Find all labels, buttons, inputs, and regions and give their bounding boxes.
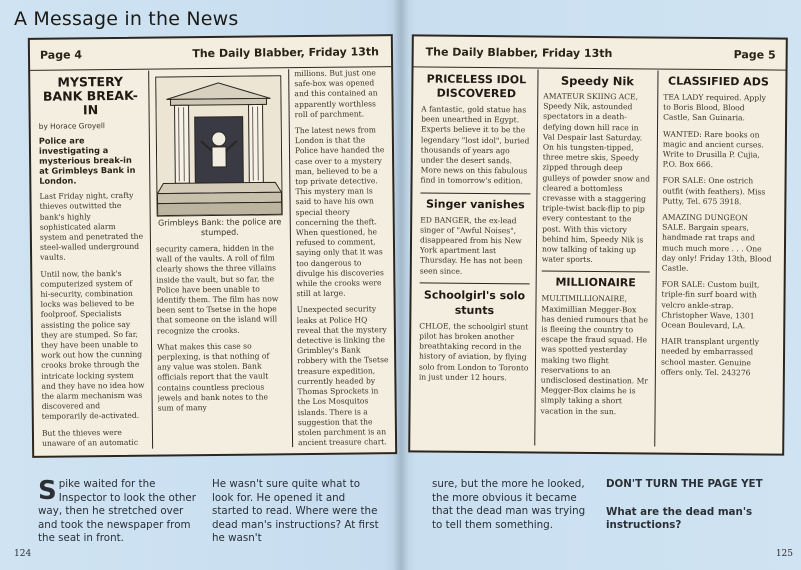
divider xyxy=(418,192,531,194)
page-number-right: 125 xyxy=(775,549,793,559)
masthead-left xyxy=(30,36,391,71)
paragraph: security camera, hidden in the wall of the vaults. A roll of film clearly shows the three villains inside the vault, but so far, the Police have been unable to identify them. The film has now been sent to Tsetse in the hope that someone on the island will recognize the crooks. xyxy=(155,243,279,336)
page-number-left: 124 xyxy=(14,549,32,559)
narrative-column-3 xyxy=(432,478,592,532)
article-column-1 xyxy=(38,71,146,452)
classified-ad: FOR SALE: Custom built, triple-fin surf board with velcro ankle-strap. Christopher Wave, 1301 Ocean Boulevard, LA. xyxy=(661,279,760,331)
page-label: Page 4 xyxy=(39,48,83,62)
millionaire-headline: MILLIONAIRE xyxy=(555,276,636,290)
speedy-text: AMATEUR SKIING ACE, Speedy Nik, astounded spectators in a death-defying down hill race in Val Despair last Saturday. On his tungsten-tipped, three metre skis, Speedy zipped through deep gulleys of powder snow and cleared a bottomless crevasse with a staggering triple-twist back-flip to pip every contestant to the post. With this victory behind him, Speedy Nik is now talking of taking up water sports. xyxy=(541,91,651,265)
article-column-3 xyxy=(294,68,392,449)
article-column-2 xyxy=(154,69,286,450)
page-label: Page 5 xyxy=(733,48,776,62)
narrative-text: pike waited for the Inspector to look the other way, then he stretched over and took the newspaper from the seat in front. xyxy=(38,478,196,545)
classified-ad: WANTED: Rare books on magic and ancient curses. Write to Drusilla P. Cujia, P.O. Box 666. xyxy=(662,129,764,170)
singer-text: ED BANGER, the ex-lead singer of "Awful Noises", disappeared from his New York apartment last Thursday. He has not been seen since. xyxy=(419,215,523,276)
drop-cap: S xyxy=(38,476,57,506)
news-column-2 xyxy=(540,70,651,449)
article-headline: MYSTERY BANK BREAK-IN xyxy=(42,73,138,118)
newspaper-page-5 xyxy=(408,34,788,455)
divider xyxy=(418,282,531,284)
masthead-title: The Daily Blabber, Friday 13th xyxy=(425,45,613,61)
classified-column xyxy=(660,71,773,450)
column-rule xyxy=(534,69,538,445)
newspaper-page-4 xyxy=(28,34,397,458)
byline: by Horace Groyell xyxy=(38,121,105,131)
classified-ad: HAIR transplant urgently needed by embarrassed school master. Genuine offers only. Tel. 243276 xyxy=(660,336,760,378)
narrative-column-1 xyxy=(38,478,198,546)
column-rule xyxy=(148,71,153,449)
bank-illustration xyxy=(155,75,282,216)
idol-text: A fantastic, gold statue has been unearthed in Egypt. Experts believe it to be the legendary "lost idol", buried thousands of years ago under the desert sands. More news on this fabulous find in tomorrow's edition. xyxy=(420,104,530,186)
paragraph: Until now, the bank's computerized system of hi-security, combination locks was believed to be foolproof. Specialists assisting the police say they are stumped. So far, they have been unable to work out how the cunning crooks broke through the intricate locking system and they have no idea how the alarm mechanism was discovered and temporarily de-activated. xyxy=(40,268,145,422)
dont-turn-notice: DON'T TURN THE PAGE YET xyxy=(606,478,763,490)
classified-ad: TEA LADY required. Apply to Boris Blood, Blood Castle, San Guinaria. xyxy=(663,92,766,123)
paragraph: The latest news from London is that the Police have handed the case over to a mystery man, believed to be a top private detective. This mystery man is said to have his own special theory concerning the theft. When questioned, he refused to comment, saying only that it was too dangerous to divulge his discoveries while the crooks were still at large. xyxy=(294,125,385,299)
column-rule xyxy=(654,71,658,447)
divider xyxy=(540,271,651,273)
narrative-column-4 xyxy=(606,478,776,533)
speedy-headline: Speedy Nik xyxy=(560,73,635,89)
paragraph: millions. But just one safe-box was opened and this contained an apparently worthless roll of parchment. xyxy=(294,68,378,119)
paragraph: What makes this case so perplexing, is that nothing of any value was stolen. Bank officials report that the vault contains countless precious jewels and bank notes to the sum of many xyxy=(157,341,270,413)
article-lead: Police are investigating a mysterious break-in at Grimbleys Bank in London. xyxy=(38,135,136,187)
classified-headline: CLASSIFIED ADS xyxy=(668,74,769,89)
paragraph: Unexpected security leaks at Police HQ reveal that the mystery detective is linking the Grimbley's Bank robbery with the Tsetse treasure expedition, currently headed by Thomas Sprockets in the Los Mosquitos islands. There is a suggestion that the stolen parchment is an ancient treasure chart. xyxy=(296,304,389,448)
puzzle-question: What are the dead man's instructions? xyxy=(606,505,753,532)
singer-headline: Singer vanishes xyxy=(425,197,525,211)
schoolgirl-text: CHLOE, the schoolgirl stunt pilot has broken another breathtaking record in the history of aviation, by flying solo from London to Toronto in just under 12 hours. xyxy=(418,321,529,383)
masthead-right xyxy=(414,36,786,70)
news-column-1 xyxy=(418,68,531,447)
paragraph: Last Friday night, crafty thieves outwitted the bank's highly sophisticated alarm system and penetrated the steel-walled underground vaults. xyxy=(39,191,144,263)
column-rule xyxy=(288,69,293,447)
paragraph: But the thieves were unaware of an automatic xyxy=(41,427,139,448)
narrative-text: He wasn't sure quite what to look for. He opened it and started to read. Where were the dead man's instructions? At first he wasn't xyxy=(212,478,379,545)
narrative-column-2 xyxy=(212,478,382,546)
section-title: A Message in the News xyxy=(14,8,239,30)
bank-building-icon xyxy=(156,76,281,215)
millionaire-text: MULTIMILLIONAIRE, Maximillian Megger-Box has denied rumours that he is fleeing the country to escape the fraud squad. He was spotted yesterday making two flight reservations to an undisclosed destination. Mr Megger-Box claims he is simply taking a short vacation in the sun. xyxy=(540,293,649,416)
illustration-caption: Grimbleys Bank: the police are stumped. xyxy=(158,217,282,238)
schoolgirl-headline: Schoolgirl's solo stunts xyxy=(423,288,526,317)
masthead-title: The Daily Blabber, Friday 13th xyxy=(192,45,380,61)
narrative-text: sure, but the more he looked, the more obvious it became that the dead man was trying to tell them something. xyxy=(432,478,586,531)
classified-ad: FOR SALE: One ostrich outfit (with feathers). Miss Putty, Tel. 675 3918. xyxy=(662,175,766,207)
classified-ad: AMAZING DUNGEON SALE. Bargain spears, handmade rat traps and much much more . . . One day only! Friday 13th, Blood Castle. xyxy=(661,212,772,273)
idol-headline: PRICELESS IDOL DISCOVERED xyxy=(426,72,527,101)
